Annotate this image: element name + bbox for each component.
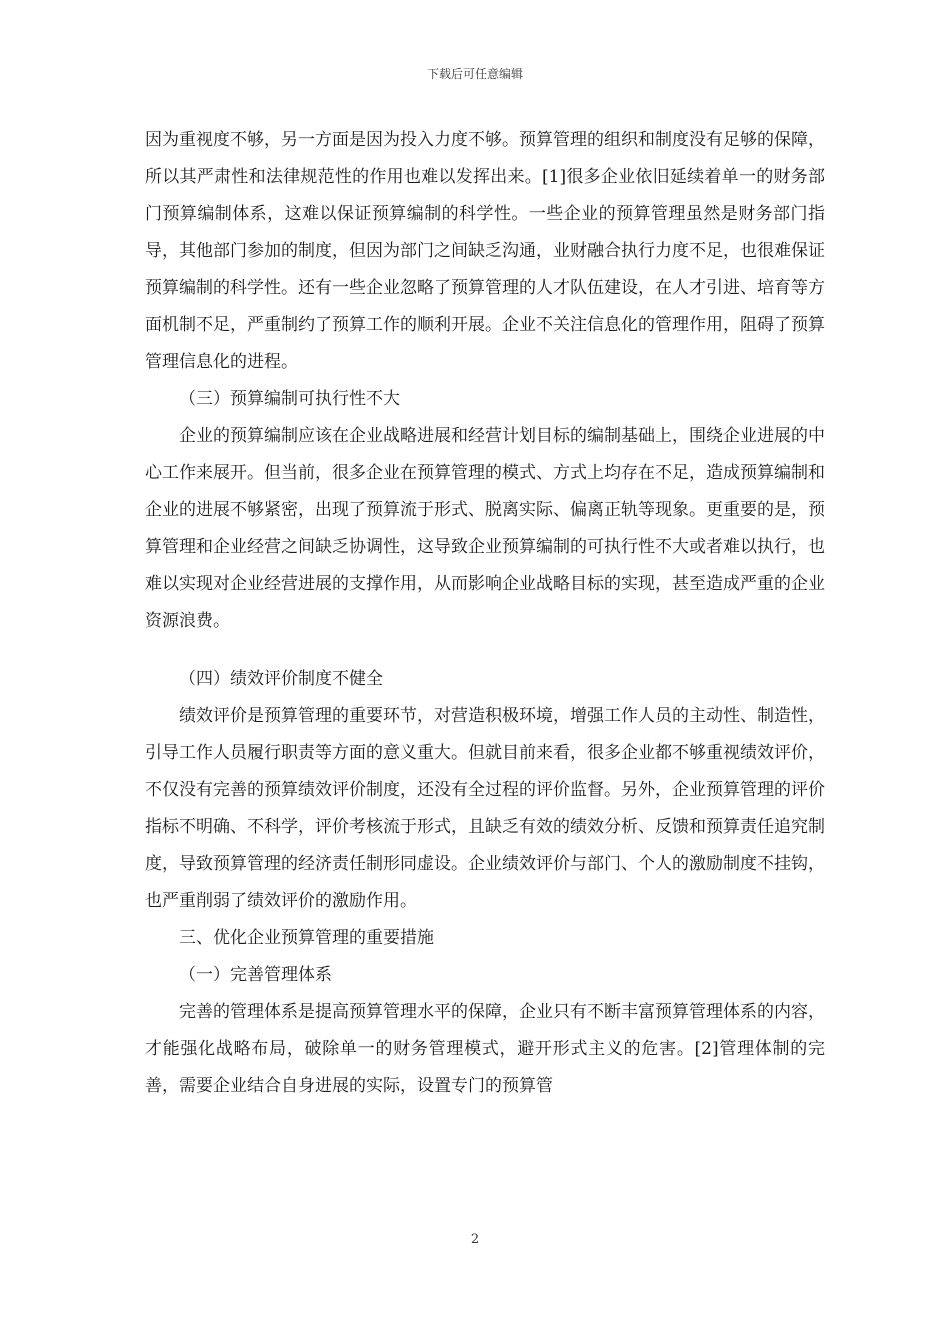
document-body (145, 122, 825, 1105)
paragraph-spacer (145, 640, 825, 661)
subheading-performance-evaluation: （四）绩效评价制度不健全 (179, 669, 383, 689)
paragraph-management-system: 完善的管理体系是提高预算管理水平的保障，企业只有不断丰富预算管理体系的内容，才能强化战略布局，破除单一的财务管理模式，避开形式主义的危害。[2]管理体制的完善，需要企业结合自身进展的实际，设置专门的预算管 (145, 1002, 825, 1096)
subheading-management-system: （一）完善管理体系 (179, 965, 332, 985)
paragraph-performance-evaluation: 绩效评价是预算管理的重要环节，对营造积极环境，增强工作人员的主动性、制造性，引导工作人员履行职责等方面的意义重大。但就目前来看，很多企业都不够重视绩效评价，不仅没有完善的预算绩效评价制度，还没有全过程的评价监督。另外，企业预算管理的评价指标不明确、不科学，评价考核流于形式，且缺乏有效的绩效分析、反馈和预算责任追究制度，导致预算管理的经济责任制形同虚设。企业绩效评价与部门、个人的激励制度不挂钩，也严重削弱了绩效评价的激励作用。 (145, 706, 825, 911)
page-number: 2 (470, 1232, 480, 1247)
paragraph-budget-feasibility: 企业的预算编制应该在企业战略进展和经营计划目标的编制基础上，围绕企业进展的中心工作来展开。但当前，很多企业在预算管理的模式、方式上均存在不足，造成预算编制和企业的进展不够紧密，出现了预算流于形式、脱离实际、偏离正轨等现象。更重要的是，预算管理和企业经营之间缺乏协调性，这导致企业预算编制的可执行性不大或者难以执行，也难以实现对企业经营进展的支撑作用，从而影响企业战略目标的实现，甚至造成严重的企业资源浪费。 (145, 426, 825, 631)
subheading-budget-feasibility: （三）预算编制可执行性不大 (179, 389, 400, 409)
section-heading-measures: 三、优化企业预算管理的重要措施 (179, 928, 434, 948)
paragraph-continuation: 因为重视度不够，另一方面是因为投入力度不够。预算管理的组织和制度没有足够的保障，所以其严肃性和法律规范性的作用也难以发挥出来。[1]很多企业依旧延续着单一的财务部门预算编制体系，这难以保证预算编制的科学性。一些企业的预算管理虽然是财务部门指导，其他部门参加的制度，但因为部门之间缺乏沟通，业财融合执行力度不足，也很难保证预算编制的科学性。还有一些企业忽略了预算管理的人才队伍建设，在人才引进、培育等方面机制不足，严重制约了预算工作的顺利开展。企业不关注信息化的管理作用，阻碍了预算管理信息化的进程。 (145, 130, 825, 372)
page-header: 下载后可任意编辑 (426, 67, 523, 81)
